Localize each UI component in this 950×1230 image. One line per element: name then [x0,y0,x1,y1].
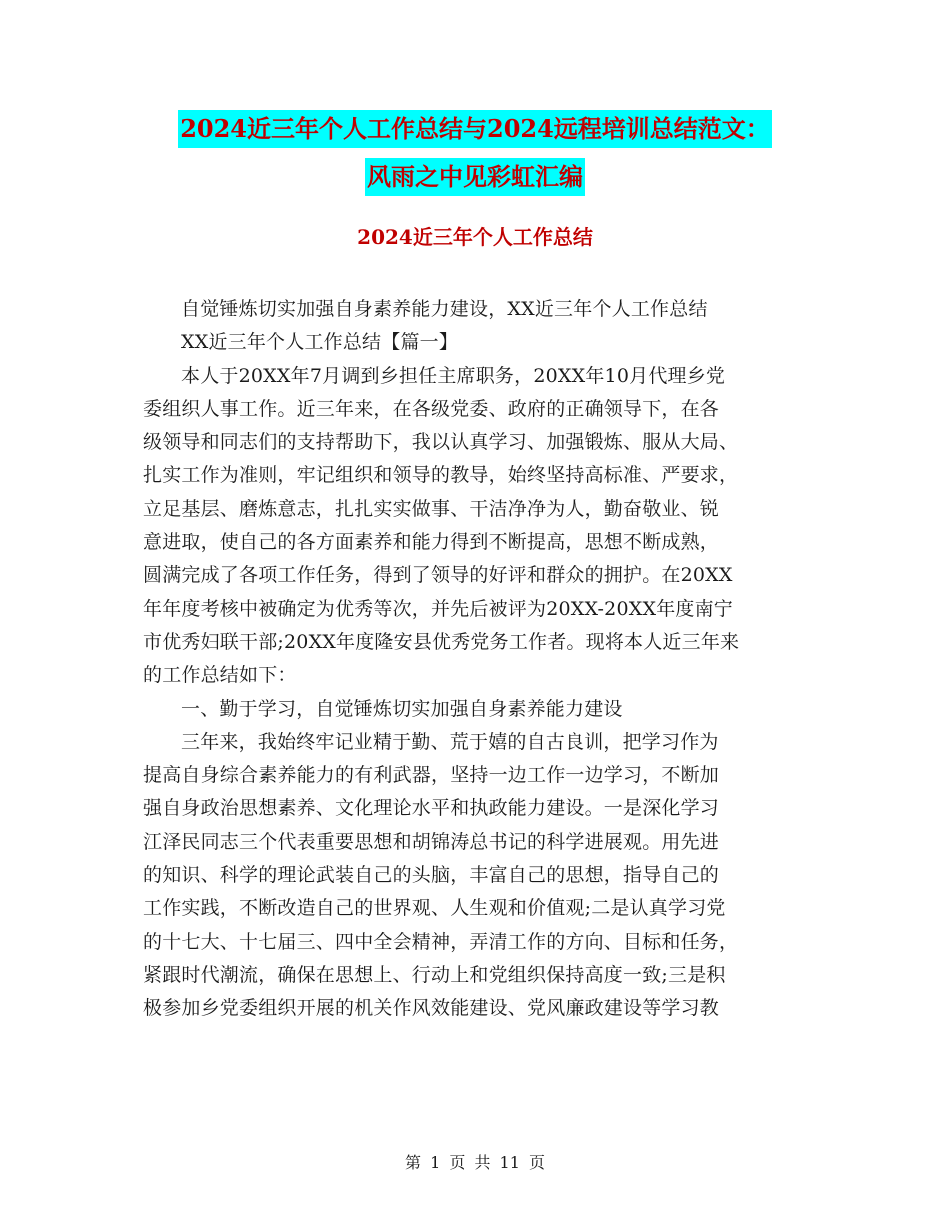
text-line: 紧跟时代潮流，确保在思想上、行动上和党组织保持高度一致;三是积 [143,963,726,986]
body-text [143,293,807,1026]
title-line-1: 2024近三年个人工作总结与2024远程培训总结范文： [178,110,772,148]
paragraph [143,293,807,326]
text-line: 工作实践，不断改造自己的世界观、人生观和价值观;二是认真学习党 [143,897,726,920]
paragraph [143,360,807,693]
text-line: XX近三年个人工作总结【篇一】 [181,331,459,354]
section-heading: 2024近三年个人工作总结 [357,225,593,249]
text-line: 圆满完成了各项工作任务，得到了领导的好评和群众的拥护。在20XX [143,564,733,587]
text-line: 提高自身综合素养能力的有利武器，坚持一边工作一边学习，不断加 [143,764,720,787]
paragraph [143,326,807,359]
text-line: 级领导和同志们的支持帮助下，我以认真学习、加强锻炼、服从大局、 [143,431,739,454]
text-line: 三年来，我始终牢记业精于勤、荒于嬉的自古良训，把学习作为 [181,730,719,753]
title-line-2: 风雨之中见彩虹汇编 [365,158,585,196]
text-line: 扎实工作为准则，牢记组织和领导的教导，始终坚持高标准、严要求， [143,464,739,487]
text-line: 市优秀妇联干部;20XX年度隆安县优秀党务工作者。现将本人近三年来 [143,630,740,653]
text-line: 一、勤于学习，自觉锤炼切实加强自身素养能力建设 [181,697,623,720]
text-line: 的十七大、十七届三、四中全会精神，弄清工作的方向、目标和任务， [143,930,739,953]
text-line: 的知识、科学的理论武装自己的头脑，丰富自己的思想，指导自己的 [143,864,720,887]
text-line: 极参加乡党委组织开展的机关作风效能建设、党风廉政建设等学习教 [143,997,720,1020]
text-line: 委组织人事工作。近三年来，在各级党委、政府的正确领导下，在各 [143,397,720,420]
page-footer: 第 1 页 共 11 页 [405,1153,545,1172]
text-line: 本人于20XX年7月调到乡担任主席职务，20XX年10月代理乡党 [181,364,726,387]
text-line: 江泽民同志三个代表重要思想和胡锦涛总书记的科学进展观。用先进 [143,830,720,853]
text-line: 意进取，使自己的各方面素养和能力得到不断提高，思想不断成熟， [143,531,720,554]
document-title [0,110,950,206]
text-line: 的工作总结如下： [143,664,297,687]
text-line: 自觉锤炼切实加强自身素养能力建设，XX近三年个人工作总结 [181,298,708,320]
paragraph [143,693,807,726]
paragraph [143,726,807,1026]
text-line: 立足基层、磨炼意志，扎扎实实做事、干洁净净为人，勤奋敬业、锐 [143,497,720,520]
text-line: 强自身政治思想素养、文化理论水平和执政能力建设。一是深化学习 [143,797,720,820]
text-line: 年年度考核中被确定为优秀等次，并先后被评为20XX-20XX年度南宁 [143,597,734,620]
